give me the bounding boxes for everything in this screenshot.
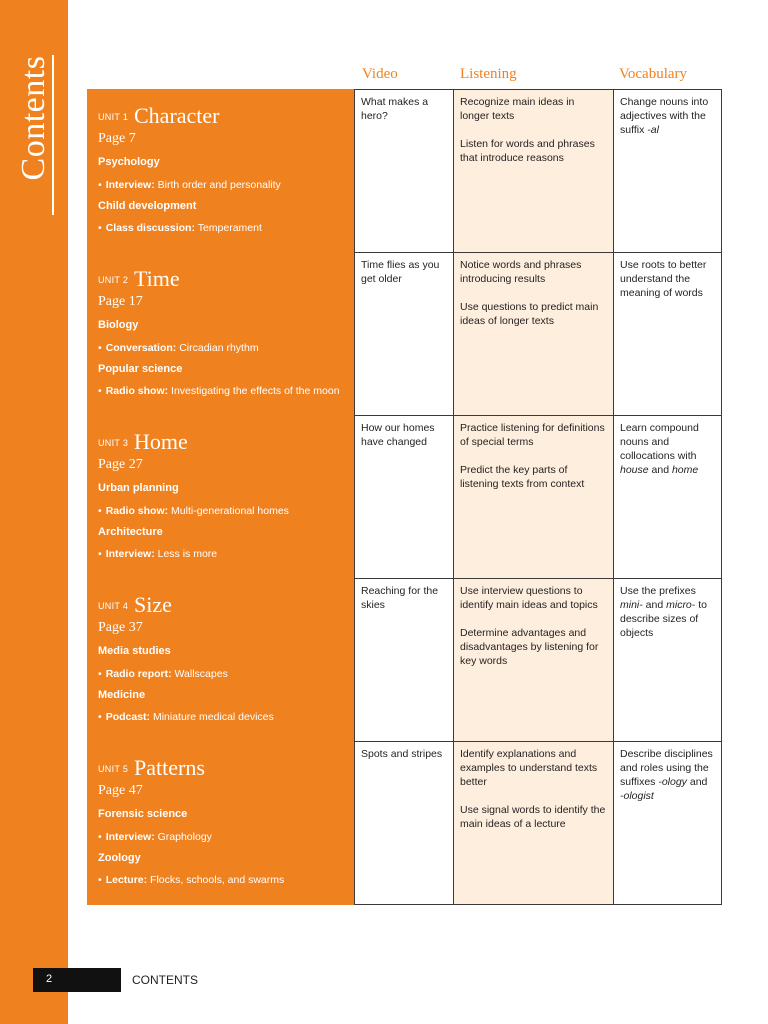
listening-skill — [460, 300, 607, 328]
vocabulary-text: and — [642, 599, 667, 611]
vocabulary-line: nouns and — [620, 436, 670, 448]
video-column-header: Video — [362, 66, 398, 82]
listening-skill — [460, 258, 607, 286]
vocabulary-cell — [613, 252, 722, 416]
activity-type: Podcast: — [105, 711, 151, 723]
activity-type: Interview: — [105, 548, 155, 560]
activity-type: Radio report: — [105, 668, 172, 680]
vocabulary-cell-wrap — [613, 578, 722, 742]
vocabulary-cell-wrap — [613, 741, 722, 905]
listening-line: ideas of longer texts — [460, 315, 554, 327]
video-line: Spots and stripes — [361, 748, 443, 760]
vocabulary-line: describe sizes of — [620, 613, 699, 625]
vocabulary-line — [620, 463, 715, 477]
vocabulary-term: mini- — [620, 599, 643, 611]
vocabulary-text: and — [648, 464, 672, 476]
listening-line: Recognize main ideas in — [460, 96, 575, 108]
bullet-icon: • — [98, 179, 102, 191]
listening-line: Practice listening for definitions — [460, 422, 605, 434]
listening-line: disadvantages by listening for — [460, 641, 599, 653]
listening-line: listening texts from context — [460, 478, 585, 490]
activity-type: Interview: — [105, 179, 155, 191]
vocabulary-line: Use the prefixes — [620, 585, 696, 597]
listening-line: examples to understand texts — [460, 762, 598, 774]
listening-line: Predict the key parts of — [460, 464, 568, 476]
vocabulary-line: Describe disciplines — [620, 748, 713, 760]
vocabulary-text: suffixes — [620, 776, 659, 788]
vocabulary-line: Learn compound — [620, 422, 699, 434]
vocabulary-term: -ologist — [620, 790, 654, 802]
vocabulary-line — [620, 775, 715, 789]
unit-activity — [98, 342, 259, 354]
listening-cell — [453, 89, 614, 253]
vocabulary-term: -ology — [658, 776, 687, 788]
unit-activity — [98, 222, 262, 234]
bullet-icon: • — [98, 874, 102, 886]
unit-activity — [98, 711, 274, 723]
listening-line: identify main ideas and topics — [460, 599, 598, 611]
video-cell-wrap — [354, 741, 454, 905]
bullet-icon: • — [98, 385, 102, 397]
bullet-icon: • — [98, 222, 102, 234]
listening-cell-wrap — [453, 741, 614, 905]
video-line: How our homes — [361, 422, 435, 434]
unit-topic: Popular science — [98, 363, 183, 375]
video-cell-wrap — [354, 252, 454, 416]
contents-title: Contents — [15, 55, 52, 181]
unit-topic: Architecture — [98, 526, 163, 538]
listening-line: Use signal words to identify the — [460, 804, 606, 816]
unit-label: UNIT 5 — [98, 764, 129, 774]
listening-cell-wrap — [453, 415, 614, 579]
listening-line: better — [460, 776, 487, 788]
listening-line: main ideas of a lecture — [460, 818, 566, 830]
vocabulary-suffix: -al — [647, 124, 659, 136]
listening-cell — [453, 578, 614, 742]
listening-line: Use interview questions to — [460, 585, 583, 597]
vocabulary-cell — [613, 741, 722, 905]
activity-title: Circadian rhythm — [179, 342, 259, 354]
listening-cell — [453, 252, 614, 416]
listening-line: Identify explanations and — [460, 748, 577, 760]
activity-type: Radio show: — [105, 385, 169, 397]
vocabulary-line: Use roots to better — [620, 259, 707, 271]
vocabulary-column-header: Vocabulary — [619, 66, 688, 82]
video-cell — [354, 741, 454, 905]
unit-label: UNIT 3 — [98, 438, 129, 448]
vocabulary-line: and roles using the — [620, 762, 709, 774]
listening-cell — [453, 415, 614, 579]
unit-4-block — [87, 578, 354, 742]
vocabulary-cell-wrap — [613, 415, 722, 579]
listening-line: Notice words and phrases — [460, 259, 582, 271]
vocabulary-line: collocations with — [620, 450, 697, 462]
video-line: skies — [361, 599, 385, 611]
unit-topic: Forensic science — [98, 808, 188, 820]
video-cell-wrap — [354, 89, 454, 253]
unit-activity — [98, 385, 340, 397]
unit-topic: Psychology — [98, 156, 160, 168]
video-line: get older — [361, 273, 402, 285]
unit-page-ref: Page 17 — [98, 294, 143, 309]
bullet-icon: • — [98, 668, 102, 680]
listening-line: of special terms — [460, 436, 534, 448]
vocabulary-cell — [613, 415, 722, 579]
activity-title: Investigating the effects of the moon — [171, 385, 340, 397]
listening-line: Determine advantages and — [460, 627, 587, 639]
unit-page-ref: Page 47 — [98, 783, 143, 798]
listening-line: key words — [460, 655, 508, 667]
activity-type: Lecture: — [105, 874, 148, 886]
video-cell — [354, 415, 454, 579]
listening-line: longer texts — [460, 110, 515, 122]
vocabulary-term: micro- — [666, 599, 696, 611]
footer-section-label: CONTENTS — [132, 973, 198, 987]
listening-skill — [460, 747, 607, 789]
bullet-icon: • — [98, 831, 102, 843]
video-line: Time flies as you — [361, 259, 440, 271]
listening-skill — [460, 626, 607, 668]
activity-type: Conversation: — [105, 342, 177, 354]
video-cell-wrap — [354, 578, 454, 742]
vocabulary-line: adjectives with the — [620, 110, 706, 122]
unit-page-ref: Page 37 — [98, 620, 143, 635]
video-line: have changed — [361, 436, 427, 448]
unit-5-block — [87, 741, 354, 905]
unit-label: UNIT 4 — [98, 601, 129, 611]
vocabulary-line: objects — [620, 627, 654, 639]
vocabulary-text: suffix — [620, 124, 648, 136]
video-cell — [354, 89, 454, 253]
unit-title: Patterns — [134, 755, 205, 780]
activity-type: Interview: — [105, 831, 155, 843]
unit-topic: Urban planning — [98, 482, 179, 494]
activity-title: Wallscapes — [174, 668, 228, 680]
bullet-icon: • — [98, 505, 102, 517]
activity-title: Flocks, schools, and swarms — [150, 874, 285, 886]
listening-line: introducing results — [460, 273, 546, 285]
vocabulary-cell-wrap — [613, 252, 722, 416]
bullet-icon: • — [98, 342, 102, 354]
unit-page-ref: Page 7 — [98, 131, 136, 146]
vocabulary-text: to — [695, 599, 707, 611]
video-cell — [354, 578, 454, 742]
unit-label: UNIT 2 — [98, 275, 129, 285]
vocabulary-line: understand the — [620, 273, 691, 285]
activity-title: Less is more — [157, 548, 218, 560]
unit-topic: Medicine — [98, 689, 146, 701]
unit-activity — [98, 505, 289, 517]
bullet-icon: • — [98, 548, 102, 560]
unit-page-ref: Page 27 — [98, 457, 143, 472]
listening-cell-wrap — [453, 252, 614, 416]
vocabulary-cell-wrap — [613, 89, 722, 253]
listening-column-header: Listening — [460, 66, 517, 82]
unit-activity — [98, 874, 284, 886]
unit-title: Home — [134, 429, 188, 454]
vocabulary-line: Change nouns into — [620, 96, 709, 108]
video-line: Reaching for the — [361, 585, 439, 597]
vocabulary-cell — [613, 578, 722, 742]
listening-skill — [460, 584, 607, 612]
unit-activity — [98, 668, 228, 680]
listening-skill — [460, 95, 607, 123]
unit-title: Character — [134, 103, 220, 128]
activity-title: Miniature medical devices — [152, 711, 274, 723]
unit-topic: Zoology — [98, 852, 141, 864]
listening-skill — [460, 137, 607, 165]
activity-type: Radio show: — [105, 505, 169, 517]
unit-2-block — [87, 252, 354, 416]
vocabulary-cell — [613, 89, 722, 253]
unit-label: UNIT 1 — [98, 112, 129, 122]
vocabulary-term: house — [620, 464, 649, 476]
vocabulary-line — [620, 598, 715, 612]
listening-cell — [453, 741, 614, 905]
unit-topic: Child development — [98, 200, 197, 212]
unit-title: Time — [134, 266, 180, 291]
listening-line: Listen for words and phrases — [460, 138, 595, 150]
listening-skill — [460, 463, 607, 491]
listening-cell-wrap — [453, 89, 614, 253]
listening-skill — [460, 421, 607, 449]
unit-activity — [98, 179, 281, 191]
bullet-icon: • — [98, 711, 102, 723]
listening-line: Use questions to predict main — [460, 301, 599, 313]
unit-1-block — [87, 89, 354, 253]
unit-topic: Biology — [98, 319, 139, 331]
footer-page-box — [33, 968, 121, 992]
listening-line: that introduce reasons — [460, 152, 564, 164]
unit-3-block — [87, 415, 354, 579]
listening-skill — [460, 803, 607, 831]
activity-title: Birth order and personality — [157, 179, 281, 191]
listening-cell-wrap — [453, 578, 614, 742]
video-line: hero? — [361, 110, 388, 122]
activity-title: Multi-generational homes — [171, 505, 289, 517]
vocabulary-line — [620, 123, 715, 137]
vocabulary-term: home — [671, 464, 699, 476]
video-cell-wrap — [354, 415, 454, 579]
activity-type: Class discussion: — [105, 222, 195, 234]
unit-activity — [98, 831, 212, 843]
video-cell — [354, 252, 454, 416]
unit-topic: Media studies — [98, 645, 171, 657]
unit-activity — [98, 548, 217, 560]
vocabulary-line: meaning of words — [620, 287, 703, 299]
vocabulary-text: and — [686, 776, 708, 788]
unit-title: Size — [134, 592, 172, 617]
activity-title: Temperament — [197, 222, 262, 234]
video-line: What makes a — [361, 96, 429, 108]
footer-page-number: 2 — [46, 973, 53, 985]
activity-title: Graphology — [157, 831, 212, 843]
